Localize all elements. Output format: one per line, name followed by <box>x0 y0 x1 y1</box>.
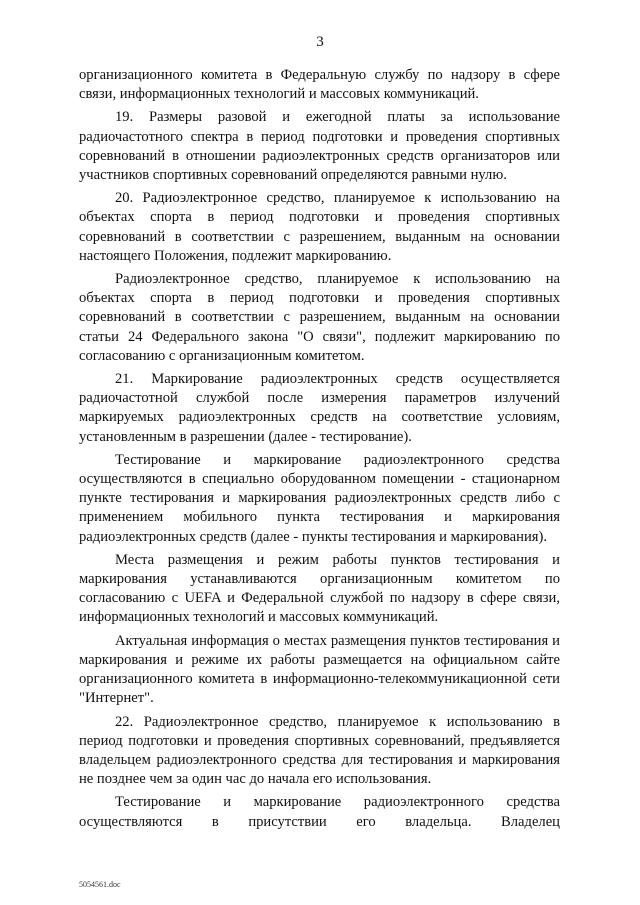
paragraph: Места размещения и режим работы пунктов тестирования и маркирования устанавливаются организационным комитетом по согласованию с UEFA и Федеральной службой по надзору в сфере связи, информационных технологий и массовых коммуникаций. <box>79 551 560 626</box>
paragraph: Актуальная информация о местах размещения пунктов тестирования и маркирования и режиме их работы размещается на официальном сайте организационного комитета в информационно-телекоммуникационной сети "Интернет". <box>79 632 560 707</box>
paragraph: Тестирование и маркирование радиоэлектронного средства осуществляются в присутствии его владельца. Владелец <box>79 794 560 830</box>
page-number: 3 <box>316 34 324 50</box>
paragraph: Радиоэлектронное средство, планируемое к использованию на объектах спорта в период подготовки и проведения спортивных соревнований в соответствии с разрешением, выданным на основании статьи 24 Федерального закона "О связи", подлежит маркированию по согласованию с организационным комитетом. <box>79 271 560 364</box>
paragraph: организационного комитета в Федеральную службу по надзору в сфере связи, информационных технологий и массовых коммуникаций. <box>79 67 560 103</box>
footer-file-code: 5054561.doc <box>79 880 121 889</box>
paragraph: 21. Маркирование радиоэлектронных средств осуществляется радиочастотной службой после измерения параметров излучений маркируемых радиоэлектронных средств на соответствие условиям, установленным в разрешении (далее - тестирование). <box>79 371 560 445</box>
paragraph: 19. Размеры разовой и ежегодной платы за использование радиочастотного спектра в период подготовки и проведения спортивных соревнований в отношении радиоэлектронных средств организаторов или участников спортивных соревнований определяются равными нулю. <box>79 109 560 184</box>
document-body <box>79 66 560 836</box>
paragraph: 22. Радиоэлектронное средство, планируемое к использованию в период подготовки и проведения спортивных соревнований, предъявляется владельцем радиоэлектронного средства для тестирования и маркирования не позднее чем за один час до начала его использования. <box>79 713 560 788</box>
paragraph: Тестирование и маркирование радиоэлектронного средства осуществляются в специально оборудованном помещении - стационарном пункте тестирования и маркирования радиоэлектронных средств либо с применением мобильного пункта тестирования и маркирования радиоэлектронных средств (далее - пункты тестирования и маркирования). <box>79 451 560 545</box>
paragraph: 20. Радиоэлектронное средство, планируемое к использованию на объектах спорта в период подготовки и проведения спортивных соревнований в соответствии с разрешением, выданным на основании настоящего Положения, подлежит маркированию. <box>79 190 560 264</box>
